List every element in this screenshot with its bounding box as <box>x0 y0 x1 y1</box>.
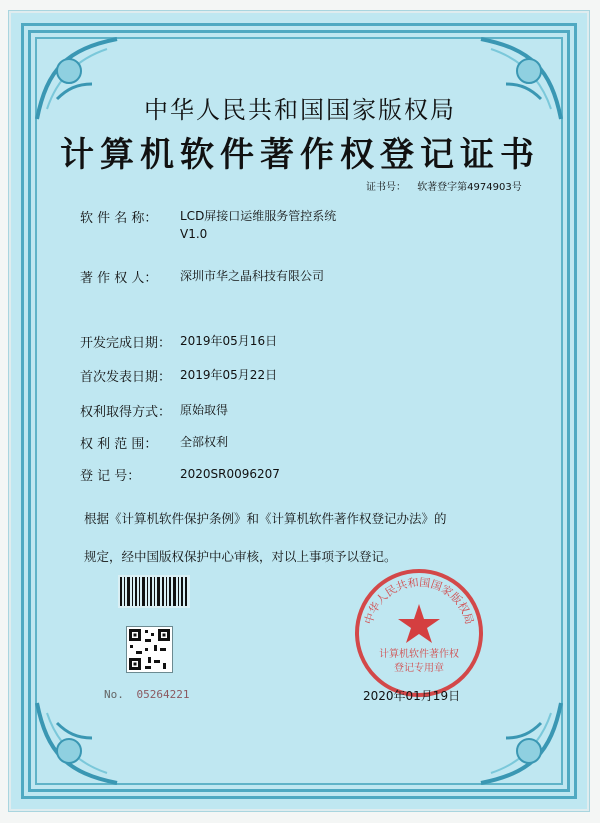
field-value: 全部权利 <box>180 435 229 449</box>
declaration-line-2: 规定，经中国版权保护中心审核，对以上事项予以登记。 <box>84 549 397 564</box>
field-label: 登 记 号： <box>80 469 141 484</box>
serial-value: 05264221 <box>136 688 190 701</box>
field-label: 权利取得方式： <box>80 405 172 420</box>
certificate-number-label: 证书号： <box>366 182 406 193</box>
field-value: 深圳市华之晶科技有限公司 <box>180 269 325 283</box>
software-name-line: LCD屏接口运维服务管控系统 <box>180 209 337 223</box>
field-label: 权 利 范 围： <box>80 437 158 452</box>
barcode <box>118 575 190 608</box>
declaration-line-1: 根据《计算机软件保护条例》和《计算机软件著作权登记办法》的 <box>84 511 447 526</box>
serial-prefix: No. <box>104 688 124 701</box>
field-first-publication-date <box>80 366 277 385</box>
agency-name: 中华人民共和国国家版权局 <box>144 96 456 124</box>
field-label: 软 件 名 称： <box>80 211 158 226</box>
field-copyright-owner <box>80 267 324 286</box>
issue-date: 2020年01月19日 <box>363 689 461 703</box>
field-label: 首次发表日期： <box>80 370 172 385</box>
field-value: 2020SR0096207 <box>180 467 280 481</box>
field-value: 原始取得 <box>180 403 229 417</box>
field-rights-scope <box>80 433 228 452</box>
certificate-number-value: 软著登字第4974903号 <box>417 182 522 193</box>
field-value <box>180 207 336 243</box>
certificate-title: 计算机软件著作权登记证书 <box>60 135 540 175</box>
field-software-name <box>80 207 336 243</box>
certificate-number <box>366 178 522 193</box>
field-development-date <box>80 332 277 351</box>
seal-inner-line-1: 计算机软件著作权 <box>379 649 459 660</box>
field-label: 著 作 权 人： <box>80 271 158 286</box>
field-value: 2019年05月22日 <box>180 368 278 382</box>
serial-number <box>104 688 189 701</box>
field-label: 开发完成日期： <box>80 336 172 351</box>
seal-inner-line-2: 登记专用章 <box>394 663 444 674</box>
official-seal <box>350 564 488 702</box>
software-version-line: V1.0 <box>180 227 208 241</box>
field-registration-number <box>80 465 280 484</box>
field-acquisition-method <box>80 401 228 420</box>
seal-outer-text: 中华人民共和国国家版权局 <box>362 576 476 626</box>
qr-code <box>126 626 173 673</box>
field-value: 2019年05月16日 <box>180 334 278 348</box>
